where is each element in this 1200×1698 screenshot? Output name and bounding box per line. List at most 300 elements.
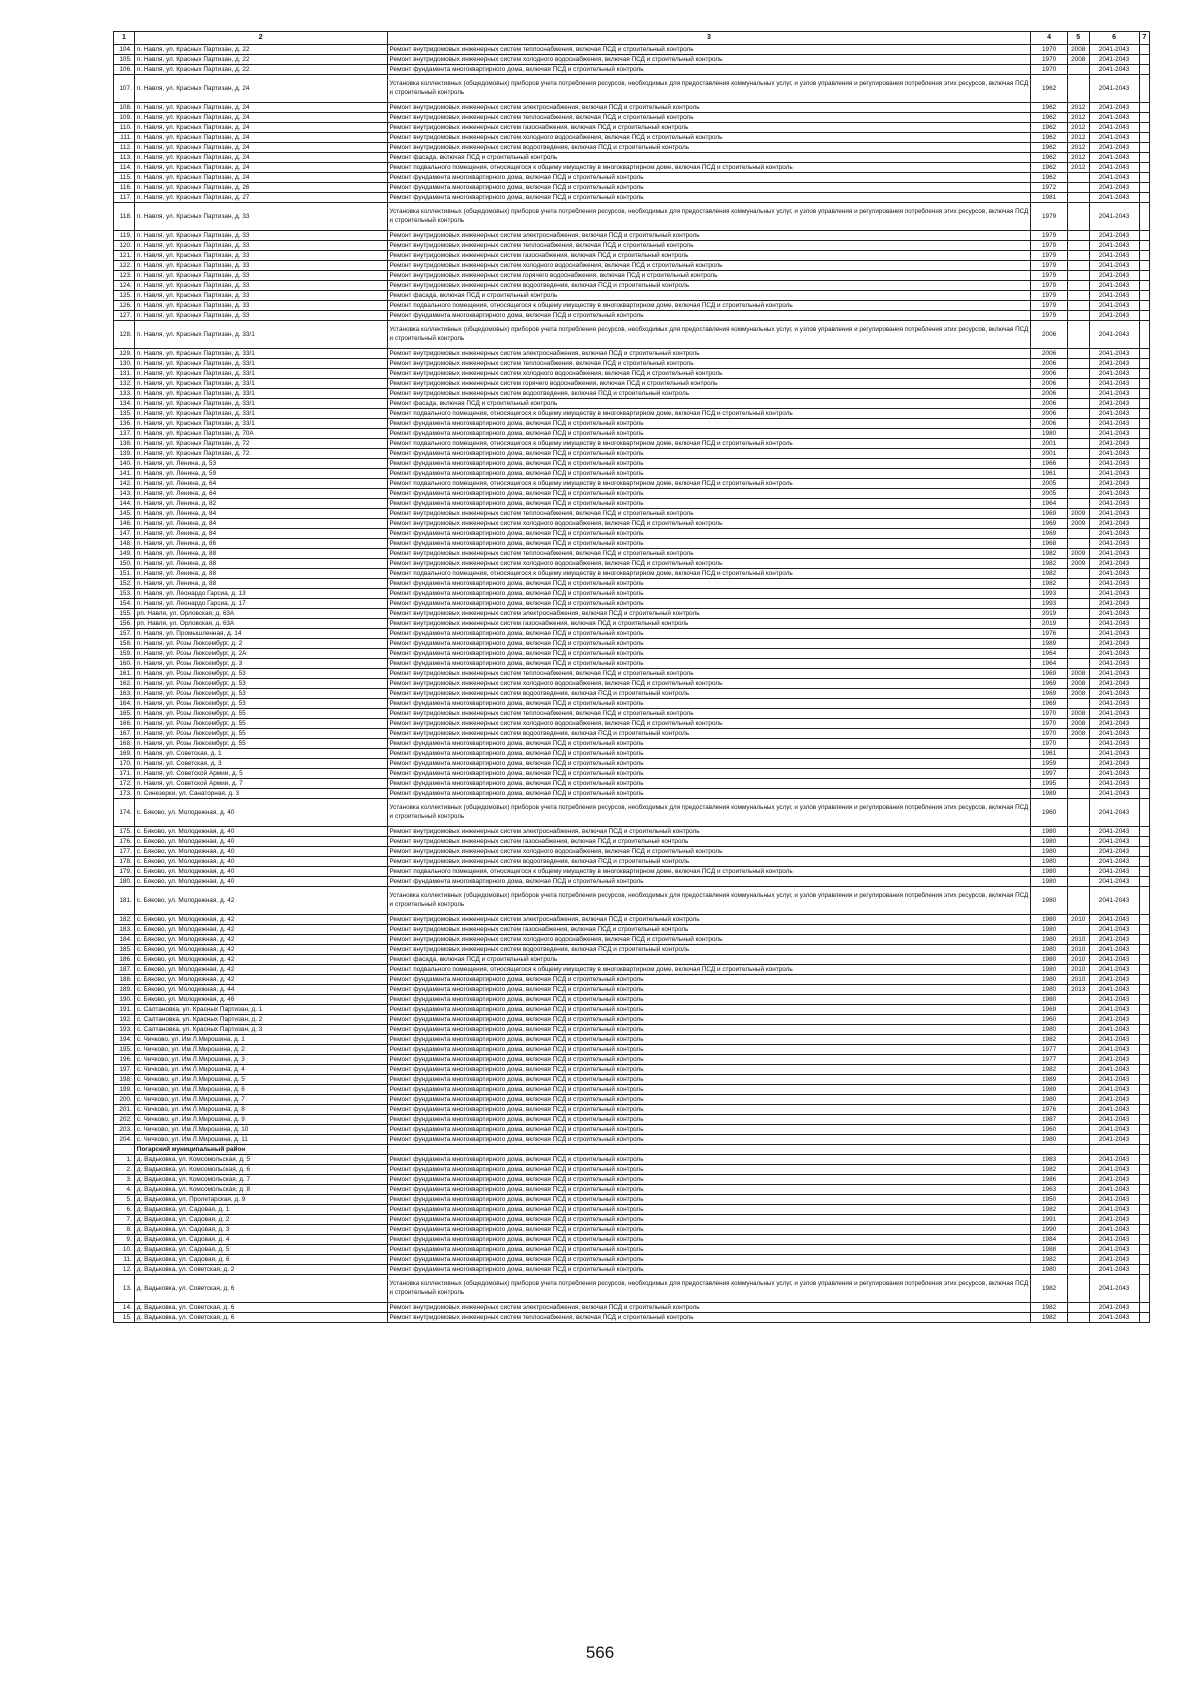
row-planned-period [1089, 1145, 1139, 1155]
row-build-year: 1969 [1031, 689, 1067, 699]
row-build-year: 1969 [1031, 509, 1067, 519]
row-address: с. Бяково, ул. Молодежная, д. 40 [134, 837, 387, 847]
row-build-year: 1977 [1031, 1045, 1067, 1055]
row-build-year: 2001 [1031, 439, 1067, 449]
table-row [114, 639, 1150, 649]
table-row [114, 629, 1150, 639]
row-note [1139, 231, 1149, 241]
row-build-year: 1979 [1031, 231, 1067, 241]
row-build-year: 1980 [1031, 935, 1067, 945]
row-number: 129. [114, 349, 135, 359]
row-build-year: 1989 [1031, 639, 1067, 649]
row-work-type: Ремонт фундамента многоквартирного дома, включая ПСД и строительный контроль [387, 65, 1031, 75]
row-last-repair-year: 2008 [1067, 679, 1089, 689]
row-number: 136. [114, 419, 135, 429]
row-number: 3. [114, 1175, 135, 1185]
row-last-repair-year [1067, 749, 1089, 759]
row-work-type: Ремонт внутридомовых инженерных систем водоотведения, включая ПСД и строительный контроль [387, 143, 1031, 153]
row-number: 148. [114, 539, 135, 549]
row-last-repair-year [1067, 261, 1089, 271]
row-number: 137. [114, 429, 135, 439]
row-number: 165. [114, 709, 135, 719]
header-cell-2: 2 [134, 32, 387, 45]
row-planned-period: 2041-2043 [1089, 429, 1139, 439]
row-number: 9. [114, 1235, 135, 1245]
row-work-type: Ремонт внутридомовых инженерных систем электроснабжения, включая ПСД и строительный контроль [387, 103, 1031, 113]
table-row [114, 509, 1150, 519]
row-planned-period: 2041-2043 [1089, 241, 1139, 251]
row-last-repair-year [1067, 241, 1089, 251]
table-row [114, 965, 1150, 975]
row-last-repair-year [1067, 1055, 1089, 1065]
table-row [114, 45, 1150, 55]
row-note [1139, 55, 1149, 65]
row-note [1139, 877, 1149, 887]
row-build-year: 1980 [1031, 985, 1067, 995]
row-last-repair-year: 2010 [1067, 965, 1089, 975]
row-number: 163. [114, 689, 135, 699]
table-row [114, 271, 1150, 281]
row-build-year: 1962 [1031, 123, 1067, 133]
row-planned-period: 2041-2043 [1089, 173, 1139, 183]
row-note [1139, 739, 1149, 749]
table-row [114, 1055, 1150, 1065]
row-last-repair-year [1067, 1045, 1089, 1055]
row-planned-period: 2041-2043 [1089, 837, 1139, 847]
row-number: 11. [114, 1255, 135, 1265]
row-number: 134. [114, 399, 135, 409]
row-planned-period: 2041-2043 [1089, 153, 1139, 163]
row-number: 167. [114, 729, 135, 739]
row-planned-period: 2041-2043 [1089, 1045, 1139, 1055]
row-planned-period: 2041-2043 [1089, 409, 1139, 419]
row-address: п. Навля, ул. Красных Партизан, д. 33 [134, 291, 387, 301]
row-address: рп. Навля, ул. Орловская, д. 63А [134, 619, 387, 629]
row-number: 180. [114, 877, 135, 887]
table-row [114, 1185, 1150, 1195]
row-address: п. Навля, ул. Розы Люксембург, д. 3 [134, 659, 387, 669]
table-row [114, 1025, 1150, 1035]
row-note [1139, 251, 1149, 261]
row-work-type: Ремонт внутридомовых инженерных систем теплоснабжения, включая ПСД и строительный контроль [387, 241, 1031, 251]
row-work-type: Установка коллективных (общедомовых) приборов учета потребления ресурсов, необходимых для предоставления коммунальных услуг, и узлов управления и регулирования потребления этих ресурсов, включая ПСД и строительный контроль [387, 1275, 1031, 1303]
row-build-year: 1980 [1031, 1095, 1067, 1105]
row-number: 158. [114, 639, 135, 649]
table-row [114, 321, 1150, 349]
row-last-repair-year: 2012 [1067, 133, 1089, 143]
row-note [1139, 1215, 1149, 1225]
row-planned-period: 2041-2043 [1089, 679, 1139, 689]
row-address: п. Навля, ул. Розы Люксембург, д. 53 [134, 689, 387, 699]
row-work-type: Ремонт внутридомовых инженерных систем водоотведения, включая ПСД и строительный контроль [387, 945, 1031, 955]
row-planned-period: 2041-2043 [1089, 1175, 1139, 1185]
table-row [114, 1155, 1150, 1165]
table-row [114, 827, 1150, 837]
table-row [114, 779, 1150, 789]
row-planned-period: 2041-2043 [1089, 659, 1139, 669]
row-work-type: Ремонт подвального помещения, относящегося к общему имуществу в многоквартирном доме, включая ПСД и строительный контроль [387, 479, 1031, 489]
row-last-repair-year [1067, 799, 1089, 827]
row-build-year: 1987 [1031, 1115, 1067, 1125]
table-row [114, 559, 1150, 569]
row-build-year: 1982 [1031, 1303, 1067, 1313]
row-planned-period: 2041-2043 [1089, 729, 1139, 739]
row-last-repair-year [1067, 789, 1089, 799]
row-address: п. Навля, ул. Промышленная, д. 14 [134, 629, 387, 639]
row-build-year: 1986 [1031, 1175, 1067, 1185]
row-note [1139, 995, 1149, 1005]
row-number: 190. [114, 995, 135, 1005]
row-number: 107. [114, 75, 135, 103]
row-work-type: Ремонт подвального помещения, относящегося к общему имуществу в многоквартирном доме, включая ПСД и строительный контроль [387, 163, 1031, 173]
row-build-year: 1993 [1031, 599, 1067, 609]
row-work-type: Ремонт внутридомовых инженерных систем водоотведения, включая ПСД и строительный контроль [387, 389, 1031, 399]
table-row [114, 1235, 1150, 1245]
row-work-type: Ремонт внутридомовых инженерных систем газоснабжения, включая ПСД и строительный контроль [387, 123, 1031, 133]
row-last-repair-year: 2012 [1067, 143, 1089, 153]
row-build-year: 1980 [1031, 837, 1067, 847]
table-row [114, 837, 1150, 847]
row-work-type: Ремонт фасада, включая ПСД и строительный контроль [387, 399, 1031, 409]
row-address: п. Навля, ул. Советской Армии, д. 7 [134, 779, 387, 789]
row-planned-period: 2041-2043 [1089, 193, 1139, 203]
row-number: 141. [114, 469, 135, 479]
row-number: 189. [114, 985, 135, 995]
row-address: с. Салтановка, ул. Красных Партизан, д. 3 [134, 1025, 387, 1035]
header-cell-6: 6 [1089, 32, 1139, 45]
row-number: 109. [114, 113, 135, 123]
row-address: п. Навля, ул. Красных Партизан, д. 33/1 [134, 419, 387, 429]
table-row [114, 609, 1150, 619]
row-work-type: Ремонт фундамента многоквартирного дома, включая ПСД и строительный контроль [387, 1085, 1031, 1095]
row-note [1139, 439, 1149, 449]
row-planned-period: 2041-2043 [1089, 419, 1139, 429]
row-work-type: Ремонт внутридомовых инженерных систем теплоснабжения, включая ПСД и строительный контроль [387, 509, 1031, 519]
row-address: п. Навля, ул. Розы Люксембург, д. 55 [134, 739, 387, 749]
row-last-repair-year [1067, 827, 1089, 837]
row-address: д. Вадьковка, ул. Комсомольская, д. 8 [134, 1185, 387, 1195]
row-planned-period: 2041-2043 [1089, 589, 1139, 599]
row-note [1139, 789, 1149, 799]
row-planned-period: 2041-2043 [1089, 935, 1139, 945]
row-planned-period: 2041-2043 [1089, 123, 1139, 133]
row-work-type: Ремонт фундамента многоквартирного дома, включая ПСД и строительный контроль [387, 877, 1031, 887]
row-planned-period: 2041-2043 [1089, 519, 1139, 529]
row-last-repair-year [1067, 995, 1089, 1005]
row-planned-period: 2041-2043 [1089, 183, 1139, 193]
row-note [1139, 321, 1149, 349]
table-row [114, 379, 1150, 389]
row-last-repair-year [1067, 75, 1089, 103]
row-build-year: 1970 [1031, 45, 1067, 55]
row-planned-period: 2041-2043 [1089, 539, 1139, 549]
row-build-year: 1962 [1031, 113, 1067, 123]
row-last-repair-year [1067, 659, 1089, 669]
row-number: 204. [114, 1135, 135, 1145]
row-number: 173. [114, 789, 135, 799]
row-address: Погарский муниципальный район [134, 1145, 387, 1155]
row-build-year: 1980 [1031, 945, 1067, 955]
row-build-year: 1980 [1031, 915, 1067, 925]
row-last-repair-year: 2008 [1067, 709, 1089, 719]
row-build-year: 1980 [1031, 1265, 1067, 1275]
row-build-year: 1982 [1031, 579, 1067, 589]
row-address: с. Чичково, ул. Им Л.Мирошина, д. 2 [134, 1045, 387, 1055]
table-row [114, 1245, 1150, 1255]
row-last-repair-year [1067, 1195, 1089, 1205]
row-planned-period: 2041-2043 [1089, 133, 1139, 143]
table-row [114, 183, 1150, 193]
row-work-type: Ремонт фундамента многоквартирного дома, включая ПСД и строительный контроль [387, 1185, 1031, 1195]
row-note [1139, 985, 1149, 995]
row-work-type: Ремонт фундамента многоквартирного дома, включая ПСД и строительный контроль [387, 193, 1031, 203]
row-note [1139, 173, 1149, 183]
row-build-year: 1969 [1031, 669, 1067, 679]
row-work-type: Ремонт фундамента многоквартирного дома, включая ПСД и строительный контроль [387, 739, 1031, 749]
table-row [114, 429, 1150, 439]
row-work-type: Ремонт подвального помещения, относящегося к общему имуществу в многоквартирном доме, включая ПСД и строительный контроль [387, 867, 1031, 877]
row-build-year: 1982 [1031, 1205, 1067, 1215]
row-last-repair-year: 2010 [1067, 935, 1089, 945]
row-note [1139, 509, 1149, 519]
row-work-type: Ремонт внутридомовых инженерных систем водоотведения, включая ПСД и строительный контроль [387, 857, 1031, 867]
row-build-year: 1982 [1031, 559, 1067, 569]
row-work-type: Ремонт фундамента многоквартирного дома, включая ПСД и строительный контроль [387, 629, 1031, 639]
row-number: 153. [114, 589, 135, 599]
row-work-type: Ремонт фундамента многоквартирного дома, включая ПСД и строительный контроль [387, 769, 1031, 779]
row-note [1139, 409, 1149, 419]
row-note [1139, 549, 1149, 559]
row-work-type: Ремонт фасада, включая ПСД и строительный контроль [387, 955, 1031, 965]
row-last-repair-year [1067, 349, 1089, 359]
row-build-year: 1970 [1031, 719, 1067, 729]
row-build-year: 1970 [1031, 65, 1067, 75]
row-note [1139, 261, 1149, 271]
row-work-type: Ремонт фундамента многоквартирного дома, включая ПСД и строительный контроль [387, 1005, 1031, 1015]
row-planned-period: 2041-2043 [1089, 529, 1139, 539]
row-address: п. Навля, ул. Леонардо Гарсиа, д. 17 [134, 599, 387, 609]
row-last-repair-year: 2012 [1067, 103, 1089, 113]
row-planned-period: 2041-2043 [1089, 369, 1139, 379]
row-last-repair-year [1067, 1265, 1089, 1275]
row-number: 122. [114, 261, 135, 271]
row-note [1139, 935, 1149, 945]
row-address: с. Чичково, ул. Им Л.Мирошина, д. 7 [134, 1095, 387, 1105]
row-work-type: Ремонт внутридомовых инженерных систем горячего водоснабжения, включая ПСД и строительный контроль [387, 379, 1031, 389]
row-build-year: 1961 [1031, 749, 1067, 759]
row-note [1139, 271, 1149, 281]
row-note [1139, 1165, 1149, 1175]
row-build-year: 2005 [1031, 479, 1067, 489]
row-note [1139, 163, 1149, 173]
row-build-year: 1989 [1031, 1075, 1067, 1085]
row-number: 113. [114, 153, 135, 163]
row-last-repair-year [1067, 379, 1089, 389]
row-last-repair-year [1067, 1235, 1089, 1245]
table-row [114, 925, 1150, 935]
row-planned-period: 2041-2043 [1089, 559, 1139, 569]
row-number: 112. [114, 143, 135, 153]
row-build-year: 1982 [1031, 1313, 1067, 1323]
table-row [114, 409, 1150, 419]
row-address: с. Чичково, ул. Им Л.Мирошина, д. 6 [134, 1085, 387, 1095]
table-row [114, 419, 1150, 429]
row-address: п. Навля, ул. Красных Партизан, д. 33/1 [134, 409, 387, 419]
row-build-year: 1983 [1031, 1155, 1067, 1165]
row-work-type: Ремонт внутридомовых инженерных систем водоотведения, включая ПСД и строительный контроль [387, 689, 1031, 699]
row-note [1139, 133, 1149, 143]
row-note [1139, 619, 1149, 629]
table-row [114, 123, 1150, 133]
table-row [114, 173, 1150, 183]
row-note [1139, 1185, 1149, 1195]
row-planned-period: 2041-2043 [1089, 639, 1139, 649]
table-row [114, 439, 1150, 449]
row-address: с. Чичково, ул. Им Л.Мирошина, д. 1 [134, 1035, 387, 1045]
row-work-type: Ремонт подвального помещения, относящегося к общему имуществу в многоквартирном доме, включая ПСД и строительный контроль [387, 569, 1031, 579]
row-note [1139, 779, 1149, 789]
row-work-type: Ремонт фундамента многоквартирного дома, включая ПСД и строительный контроль [387, 1015, 1031, 1025]
row-address: с. Чичково, ул. Им Л.Мирошина, д. 9 [134, 1115, 387, 1125]
row-work-type: Ремонт внутридомовых инженерных систем электроснабжения, включая ПСД и строительный контроль [387, 915, 1031, 925]
row-number: 128. [114, 321, 135, 349]
row-planned-period: 2041-2043 [1089, 389, 1139, 399]
row-number: 131. [114, 369, 135, 379]
row-address: п. Навля, ул. Красных Партизан, д. 33 [134, 301, 387, 311]
row-note [1139, 1115, 1149, 1125]
table-row [114, 659, 1150, 669]
row-address: рп. Навля, ул. Орловская, д. 63А [134, 609, 387, 619]
row-build-year: 1962 [1031, 103, 1067, 113]
row-note [1139, 719, 1149, 729]
row-build-year: 1988 [1031, 1245, 1067, 1255]
row-build-year: 2006 [1031, 419, 1067, 429]
row-work-type: Ремонт фундамента многоквартирного дома, включая ПСД и строительный контроль [387, 1025, 1031, 1035]
row-build-year: 1982 [1031, 1165, 1067, 1175]
row-last-repair-year: 2008 [1067, 719, 1089, 729]
row-note [1139, 729, 1149, 739]
row-address: с. Бяково, ул. Молодежная, д. 42 [134, 965, 387, 975]
row-number: 164. [114, 699, 135, 709]
row-work-type: Ремонт внутридомовых инженерных систем холодного водоснабжения, включая ПСД и строительный контроль [387, 719, 1031, 729]
row-number: 201. [114, 1105, 135, 1115]
row-note [1139, 241, 1149, 251]
row-work-type: Ремонт внутридомовых инженерных систем холодного водоснабжения, включая ПСД и строительный контроль [387, 935, 1031, 945]
row-planned-period: 2041-2043 [1089, 311, 1139, 321]
row-work-type: Ремонт фундамента многоквартирного дома, включая ПСД и строительный контроль [387, 1105, 1031, 1115]
row-note [1139, 419, 1149, 429]
row-note [1139, 1015, 1149, 1025]
table-row [114, 995, 1150, 1005]
row-number: 184. [114, 935, 135, 945]
table-row [114, 1175, 1150, 1185]
row-planned-period: 2041-2043 [1089, 925, 1139, 935]
row-number: 168. [114, 739, 135, 749]
row-build-year: 1962 [1031, 75, 1067, 103]
row-number: 149. [114, 549, 135, 559]
table-row [114, 301, 1150, 311]
table-row [114, 241, 1150, 251]
row-note [1139, 1095, 1149, 1105]
row-number: 161. [114, 669, 135, 679]
row-work-type: Ремонт фундамента многоквартирного дома, включая ПСД и строительный контроль [387, 759, 1031, 769]
row-address: п. Навля, ул. Ленина, д. 53 [134, 459, 387, 469]
row-planned-period: 2041-2043 [1089, 739, 1139, 749]
table-row [114, 479, 1150, 489]
table-row [114, 709, 1150, 719]
row-work-type: Ремонт фундамента многоквартирного дома, включая ПСД и строительный контроль [387, 1065, 1031, 1075]
row-note [1139, 649, 1149, 659]
table-row [114, 945, 1150, 955]
row-build-year: 1969 [1031, 699, 1067, 709]
row-planned-period: 2041-2043 [1089, 799, 1139, 827]
row-note [1139, 203, 1149, 231]
table-row [114, 133, 1150, 143]
row-work-type: Ремонт фундамента многоквартирного дома, включая ПСД и строительный контроль [387, 499, 1031, 509]
row-address: п. Навля, ул. Красных Партизан, д. 26 [134, 183, 387, 193]
row-planned-period: 2041-2043 [1089, 1155, 1139, 1165]
row-work-type: Ремонт внутридомовых инженерных систем газоснабжения, включая ПСД и строительный контроль [387, 925, 1031, 935]
row-note [1139, 749, 1149, 759]
row-address: с. Бяково, ул. Молодежная, д. 42 [134, 915, 387, 925]
row-address: п. Навля, ул. Розы Люксембург, д. 53 [134, 669, 387, 679]
row-work-type: Ремонт фундамента многоквартирного дома, включая ПСД и строительный контроль [387, 579, 1031, 589]
row-planned-period: 2041-2043 [1089, 965, 1139, 975]
row-last-repair-year [1067, 399, 1089, 409]
row-address: п. Навля, ул. Красных Партизан, д. 24 [134, 123, 387, 133]
row-note [1139, 519, 1149, 529]
row-work-type: Ремонт фундамента многоквартирного дома, включая ПСД и строительный контроль [387, 779, 1031, 789]
header-cell-5: 5 [1067, 32, 1089, 45]
row-planned-period: 2041-2043 [1089, 45, 1139, 55]
row-last-repair-year [1067, 193, 1089, 203]
table-row [114, 887, 1150, 915]
row-last-repair-year [1067, 609, 1089, 619]
table-row [114, 529, 1150, 539]
row-last-repair-year [1067, 887, 1089, 915]
row-address: п. Навля, ул. Красных Партизан, д. 72 [134, 439, 387, 449]
row-build-year: 1964 [1031, 649, 1067, 659]
row-planned-period: 2041-2043 [1089, 1065, 1139, 1075]
row-planned-period: 2041-2043 [1089, 321, 1139, 349]
table-row [114, 1015, 1150, 1025]
row-note [1139, 429, 1149, 439]
row-work-type: Ремонт фундамента многоквартирного дома, включая ПСД и строительный контроль [387, 1205, 1031, 1215]
row-last-repair-year [1067, 1225, 1089, 1235]
row-planned-period: 2041-2043 [1089, 609, 1139, 619]
row-last-repair-year [1067, 409, 1089, 419]
row-planned-period: 2041-2043 [1089, 163, 1139, 173]
row-number: 7. [114, 1215, 135, 1225]
row-number: 106. [114, 65, 135, 75]
row-work-type: Ремонт фундамента многоквартирного дома, включая ПСД и строительный контроль [387, 599, 1031, 609]
row-planned-period: 2041-2043 [1089, 789, 1139, 799]
row-work-type: Ремонт фундамента многоквартирного дома, включая ПСД и строительный контроль [387, 1245, 1031, 1255]
table-row [114, 1085, 1150, 1095]
row-address: с. Чичково, ул. Им Л.Мирошина, д. 11 [134, 1135, 387, 1145]
table-row [114, 1095, 1150, 1105]
row-planned-period: 2041-2043 [1089, 945, 1139, 955]
row-address: п. Навля, ул. Советская, д. 3 [134, 759, 387, 769]
row-last-repair-year [1067, 1313, 1089, 1323]
row-number: 121. [114, 251, 135, 261]
row-build-year: 1969 [1031, 529, 1067, 539]
row-address: п. Навля, ул. Красных Партизан, д. 24 [134, 133, 387, 143]
row-last-repair-year [1067, 699, 1089, 709]
row-planned-period: 2041-2043 [1089, 1215, 1139, 1225]
table-row [114, 877, 1150, 887]
row-address: с. Бяково, ул. Молодежная, д. 42 [134, 945, 387, 955]
